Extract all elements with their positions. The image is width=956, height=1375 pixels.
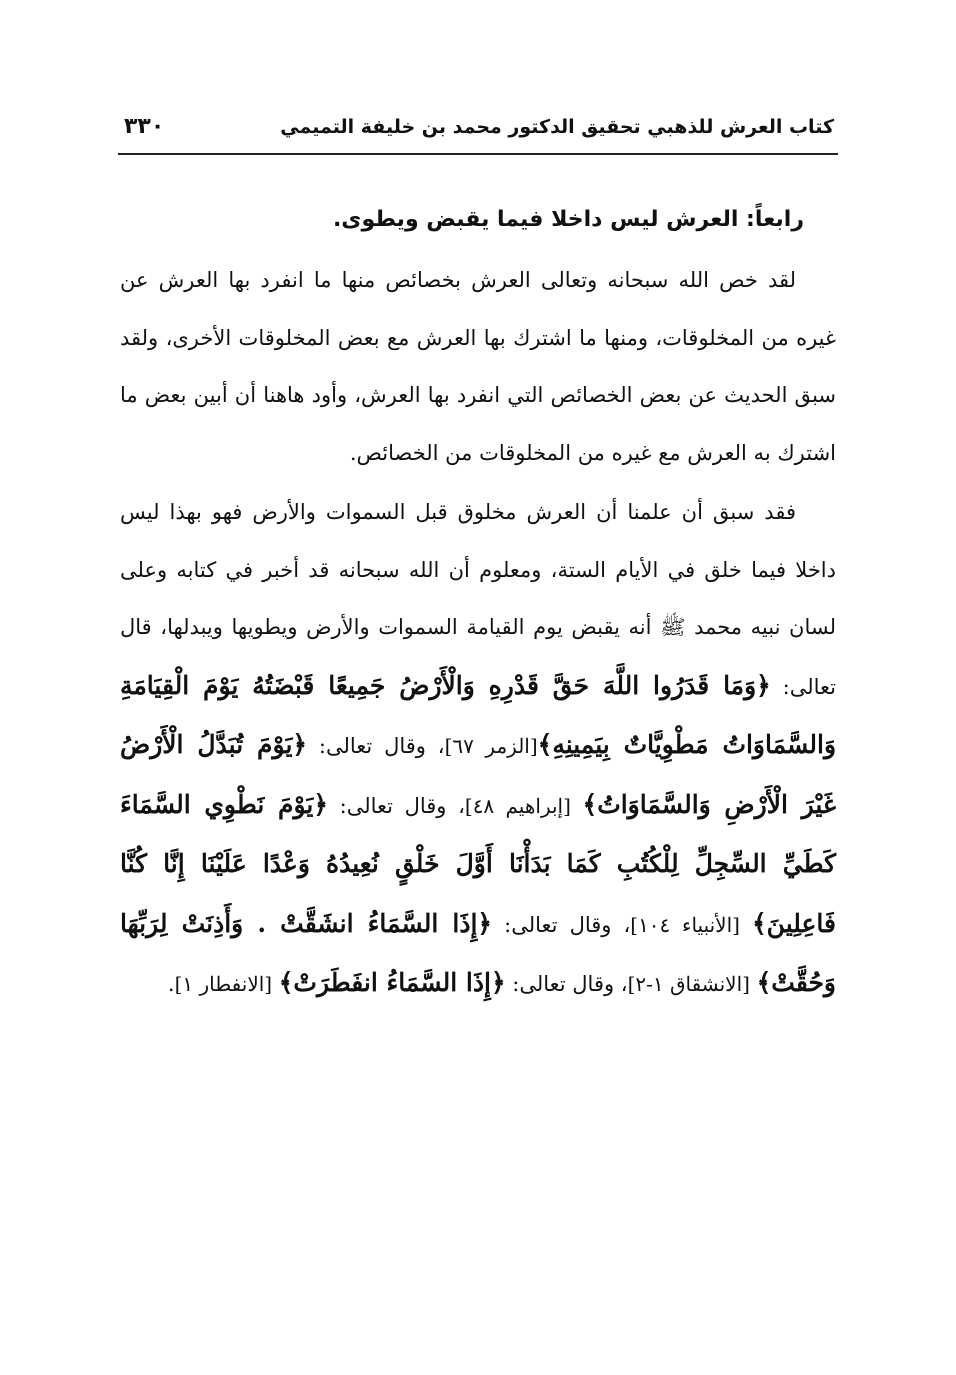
quran-verse: ﴿إِذَا السَّمَاءُ انشَقَّتْ . وَأَذِنَتْ لِرَبِّهَا وَحُقَّتْ﴾ [120, 908, 836, 997]
quran-verse: ﴿وَمَا قَدَرُوا اللَّهَ حَقَّ قَدْرِهِ وَالْأَرْضُ جَمِيعًا قَبْضَتُهُ يَوْمَ الْقِيَامَةِ وَالسَّمَاوَاتُ مَطْوِيَّاتٌ بِيَمِينِهِ﴾ [120, 670, 837, 759]
verse-reference: [الزمر ٦٧] [444, 734, 538, 758]
page-number: ٣٣٠ [124, 114, 165, 139]
verse-connector: . [167, 972, 175, 996]
quran-verse: ﴿يَوْمَ نَطْوِي السَّمَاءَ كَطَيِّ السِّجِلِّ لِلْكُتُبِ كَمَا بَدَأْنَا أَوَّلَ خَلْقٍ نُعِيدُهُ وَعْدًا عَلَيْنَا إِنَّا كُنَّا فَاعِلِينَ﴾ [120, 789, 836, 938]
verse-connector: ، وقال تعالى: [327, 793, 465, 818]
paragraph-1: لقد خص الله سبحانه وتعالى العرش بخصائص منها ما انفرد بها العرش عن غيره من المخلوقات، ومنها ما اشترك بها العرش مع بعض المخلوقات الأخرى، ولقد سبق الحديث عن بعض الخصائص التي انفرد بها العرش، وأود هاهنا أن أبين بعض ما اشترك به العرش مع غيره من المخلوقات من الخصائص. [120, 268, 836, 465]
verse-reference: [الانفطار ١] [174, 972, 273, 996]
paragraph-2 [120, 484, 836, 1014]
header-divider [118, 153, 838, 155]
verse-connector: ، وقال تعالى: [505, 972, 628, 996]
page-header [120, 112, 838, 152]
verse-connector: ، وقال تعالى: [307, 734, 445, 758]
verse-reference: [إبراهيم ٤٨] [464, 793, 571, 818]
quran-verse: ﴿إِذَا السَّمَاءُ انفَطَرَتْ﴾ [278, 968, 506, 997]
section-heading: رابعاً: العرش ليس داخلا فيما يقبض ويطوى. [332, 207, 804, 232]
paragraph-2-text: فقد سبق أن علمنا أن العرش مخلوق قبل السموات والأرض فهو بهذا ليس داخلا فيما خلق في الأيام الستة، ومعلوم أن الله سبحانه قد أخبر في كتابه وعلى لسان نبيه محمد ﷺ أنه يقبض يوم القيامة السموات والأرض ويطويها ويبدلها، قال تعالى: [120, 500, 836, 699]
quran-verse: ﴿يَوْمَ تُبَدَّلُ الْأَرْضُ غَيْرَ الْأَرْضِ وَالسَّمَاوَاتُ﴾ [120, 730, 837, 819]
running-title: كتاب العرش للذهبي تحقيق الدكتور محمد بن خليفة التميمي [280, 116, 834, 138]
page-body [120, 188, 836, 1014]
verse-reference: [الأنبياء ١٠٤] [630, 912, 740, 937]
verse-reference: [الانشقاق ١-٢] [627, 972, 750, 996]
verse-connector: ، وقال تعالى: [492, 912, 631, 937]
